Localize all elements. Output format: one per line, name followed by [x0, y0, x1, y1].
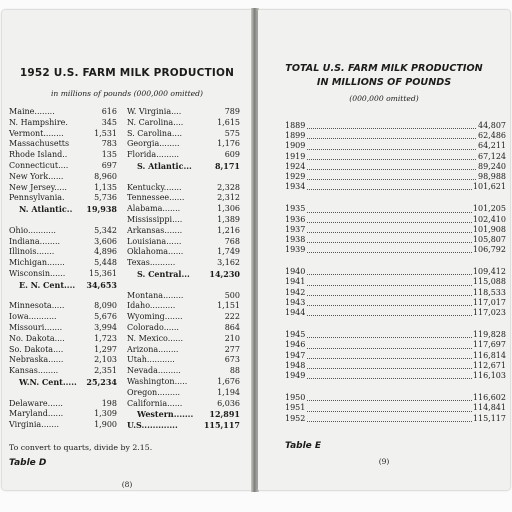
production-value: 14,230	[209, 268, 240, 279]
table-row	[9, 366, 117, 377]
production-value: 5,736	[94, 193, 117, 203]
table-row	[127, 377, 240, 388]
production-value: 2,312	[217, 193, 240, 203]
state-name: Mississippi....	[127, 214, 183, 224]
spacer-row	[9, 215, 117, 226]
year-label: 1934	[285, 182, 306, 192]
table-row	[285, 267, 506, 277]
table-row	[127, 118, 240, 129]
table-row	[127, 237, 240, 248]
state-name: Alabama.......	[127, 204, 181, 214]
production-value: 575	[224, 128, 240, 138]
table-row	[9, 172, 117, 183]
production-value: 116,602	[472, 393, 506, 403]
production-value: 25,234	[86, 376, 117, 387]
production-value: 1,615	[217, 117, 240, 127]
production-value: 135	[101, 150, 117, 160]
production-value: 115,117	[472, 413, 506, 423]
production-value: 1,306	[217, 204, 240, 214]
state-name: Louisiana......	[127, 236, 182, 246]
table-row	[127, 269, 240, 280]
table-row	[127, 183, 240, 194]
production-value: 345	[101, 117, 117, 127]
group-spacer	[285, 192, 506, 204]
table-row	[9, 345, 117, 356]
production-value: 1,389	[217, 214, 240, 224]
production-value: 8,090	[94, 301, 117, 311]
dot-leader	[285, 169, 506, 170]
table-row	[127, 388, 240, 399]
year-label: 1940	[285, 267, 306, 277]
table-row	[9, 161, 117, 172]
table-row	[9, 377, 117, 388]
production-value: 3,994	[94, 322, 117, 332]
table-row	[9, 312, 117, 323]
table-row	[285, 330, 506, 340]
state-name: Michigan.......	[9, 258, 65, 268]
right-page	[258, 10, 510, 490]
production-value: 12,891	[209, 409, 240, 420]
page-title	[258, 62, 510, 90]
production-value: 2,103	[94, 355, 117, 365]
production-value: 1,676	[217, 376, 240, 386]
spacer-row	[127, 280, 240, 291]
production-value: 44,807	[478, 121, 506, 130]
state-column-2	[127, 107, 240, 431]
table-row	[127, 129, 240, 140]
year-label: 1951	[285, 403, 306, 413]
production-value: 609	[224, 150, 240, 160]
state-name: New York......	[9, 171, 64, 181]
table-row	[9, 399, 117, 410]
production-value: 101,908	[472, 224, 506, 234]
table-row	[127, 226, 240, 237]
state-name: S. Central...	[137, 268, 190, 279]
table-row	[285, 245, 506, 255]
year-label: 1948	[285, 360, 306, 370]
table-row	[285, 414, 506, 424]
production-value: 5,448	[94, 258, 117, 268]
state-name: Kansas........	[9, 366, 59, 376]
year-label: 1939	[285, 245, 306, 255]
production-value: 1,297	[94, 344, 117, 354]
state-name: Arizona........	[127, 344, 179, 354]
production-value: 6,036	[217, 398, 240, 408]
table-row	[9, 301, 117, 312]
group-spacer	[285, 381, 506, 393]
production-value: 1,216	[217, 225, 240, 235]
production-value: 67,124	[478, 151, 506, 161]
production-value: 1,749	[217, 247, 240, 257]
production-value: 117,017	[472, 297, 506, 307]
production-value: 673	[224, 355, 240, 365]
production-value: 64,211	[478, 141, 506, 151]
left-page	[2, 10, 252, 490]
page-title: 1952 U.S. FARM MILK PRODUCTION	[19, 67, 235, 79]
production-value: 34,653	[86, 279, 117, 290]
year-label: 1944	[285, 308, 306, 317]
state-name: Virginia.......	[9, 420, 59, 430]
state-column-1	[9, 107, 117, 431]
yearly-production-list	[285, 121, 506, 424]
production-value: 19,938	[86, 204, 117, 215]
state-name: Indiana........	[9, 236, 61, 246]
table-row	[127, 334, 240, 345]
production-value: 2,351	[94, 366, 117, 376]
state-name: California......	[127, 398, 183, 408]
spacer-row	[9, 388, 117, 399]
table-row	[127, 312, 240, 323]
state-name: N. Carolina....	[127, 117, 184, 127]
state-name: Nebraska......	[9, 355, 64, 365]
state-name: Wyoming.......	[127, 312, 183, 322]
year-label: 1950	[285, 393, 306, 403]
state-name: Illinois.......	[9, 247, 55, 257]
title-line-1: TOTAL U.S. FARM MILK PRODUCTION	[285, 63, 483, 74]
table-row	[9, 226, 117, 237]
table-row	[127, 323, 240, 334]
table-row	[285, 351, 506, 361]
table-row	[127, 150, 240, 161]
table-row	[285, 215, 506, 225]
spacer-row	[127, 172, 240, 183]
production-value: 117,697	[472, 340, 506, 350]
state-name: Iowa...........	[9, 312, 57, 322]
production-value: 5,676	[94, 312, 117, 322]
production-value: 1,900	[94, 420, 117, 430]
state-name: So. Dakota....	[9, 344, 64, 354]
table-row	[127, 355, 240, 366]
state-name: N. Atlantic..	[19, 204, 73, 215]
table-row	[285, 235, 506, 245]
table-row	[127, 193, 240, 204]
state-name: S. Atlantic...	[137, 160, 192, 171]
table-row	[285, 308, 506, 318]
state-name: Rhode Island..	[9, 150, 68, 160]
production-value: 101,205	[472, 204, 506, 214]
table-row	[285, 204, 506, 214]
state-name: Vermont........	[9, 128, 64, 138]
year-label: 1943	[285, 297, 306, 307]
table-row	[285, 172, 506, 182]
state-name: Minnesota.....	[9, 301, 65, 311]
year-label: 1952	[285, 413, 306, 423]
state-name: New Jersey.....	[9, 182, 67, 192]
state-name: Texas..........	[127, 258, 176, 268]
state-name: Massachusetts	[9, 139, 70, 149]
production-value: 789	[224, 107, 240, 116]
state-name: E. N. Cent....	[19, 279, 76, 290]
production-value: 2,328	[217, 182, 240, 192]
year-label: 1947	[285, 350, 306, 360]
table-row	[285, 403, 506, 413]
year-label: 1924	[285, 161, 306, 171]
production-value: 8,960	[94, 171, 117, 181]
production-value: 112,671	[472, 360, 506, 370]
table-row	[127, 107, 240, 118]
state-name: Nevada.........	[127, 366, 181, 376]
production-value: 1,723	[94, 333, 117, 343]
year-label: 1946	[285, 340, 306, 350]
table-row	[9, 237, 117, 248]
year-label: 1936	[285, 214, 306, 224]
table-row	[285, 340, 506, 350]
production-value: 5,342	[94, 225, 117, 235]
production-value: 88	[229, 366, 240, 376]
table-row	[9, 183, 117, 194]
table-row	[9, 193, 117, 204]
year-label: 1938	[285, 234, 306, 244]
production-value: 115,117	[203, 420, 240, 431]
table-row	[9, 118, 117, 129]
state-name: Georgia........	[127, 139, 180, 149]
production-value: 4,896	[94, 247, 117, 257]
table-row	[9, 258, 117, 269]
dot-leader	[285, 159, 506, 160]
table-row	[9, 269, 117, 280]
table-row	[285, 131, 506, 141]
table-row	[285, 277, 506, 287]
production-value: 98,988	[478, 171, 506, 181]
spacer-row	[9, 291, 117, 302]
production-value: 109,412	[472, 267, 506, 277]
table-row	[127, 420, 240, 431]
table-row	[285, 141, 506, 151]
state-name: Ohio...........	[9, 225, 56, 235]
year-label: 1949	[285, 370, 306, 380]
state-name: W. Virginia....	[127, 107, 182, 116]
state-name: Connecticut....	[9, 160, 69, 170]
table-row	[127, 366, 240, 377]
table-row	[9, 280, 117, 291]
year-label: 1919	[285, 151, 306, 161]
page-number: (8)	[121, 480, 133, 489]
production-value: 3,162	[217, 258, 240, 268]
table-row	[9, 139, 117, 150]
state-name: Pennsylvania.	[9, 193, 65, 203]
table-row	[9, 420, 117, 431]
state-name: Florida.........	[127, 150, 180, 160]
production-value: 117,023	[472, 308, 506, 317]
table-row	[9, 107, 117, 118]
state-name: Maryland......	[9, 409, 64, 419]
year-label: 1935	[285, 204, 306, 214]
state-name: N. Hampshire.	[9, 117, 68, 127]
table-row	[285, 298, 506, 308]
table-row	[127, 301, 240, 312]
production-value: 1,309	[94, 409, 117, 419]
state-name: Utah...........	[127, 355, 175, 365]
page-subtitle: (000,000 omitted)	[349, 94, 419, 103]
production-value: 89,240	[478, 161, 506, 171]
group-spacer	[285, 318, 506, 330]
dot-leader	[285, 138, 506, 139]
group-spacer	[285, 255, 506, 267]
production-value: 1,176	[217, 139, 240, 149]
production-value: 277	[224, 344, 240, 354]
table-row	[127, 247, 240, 258]
production-value: 115,088	[472, 277, 506, 287]
production-value: 105,807	[472, 234, 506, 244]
table-row	[127, 161, 240, 172]
year-label: 1899	[285, 131, 306, 141]
production-value: 119,828	[472, 330, 506, 340]
table-row	[9, 204, 117, 215]
page-number: (9)	[378, 457, 390, 466]
table-row	[9, 129, 117, 140]
production-value: 1,135	[94, 182, 117, 192]
table-label: Table D	[9, 458, 47, 468]
year-label: 1909	[285, 141, 306, 151]
production-value: 616	[101, 107, 117, 116]
state-name: Maine........	[9, 107, 55, 116]
table-row	[285, 162, 506, 172]
table-row	[127, 345, 240, 356]
production-value: 116,814	[472, 350, 506, 360]
table-row	[9, 150, 117, 161]
state-name: Arkansas.......	[127, 225, 183, 235]
conversion-note: To convert to quarts, divide by 2.15.	[9, 443, 153, 452]
table-row	[285, 182, 506, 192]
state-name: Kentucky.......	[127, 182, 182, 192]
table-row	[127, 399, 240, 410]
state-name: N. Mexico......	[127, 333, 183, 343]
table-row	[127, 139, 240, 150]
table-row	[127, 409, 240, 420]
production-value: 1,151	[217, 301, 240, 311]
production-value: 101,621	[472, 182, 506, 192]
state-name: W.N. Cent.....	[19, 376, 77, 387]
production-value: 3,606	[94, 236, 117, 246]
production-value: 15,361	[89, 268, 117, 278]
state-name: Delaware......	[9, 398, 63, 408]
dot-leader	[285, 179, 506, 180]
state-name: Oregon.........	[127, 387, 181, 397]
state-name: U.S.............	[127, 420, 178, 431]
state-name: Idaho..........	[127, 301, 176, 311]
production-value: 62,486	[478, 131, 506, 141]
state-name: Tennessee......	[127, 193, 185, 203]
table-row	[285, 152, 506, 162]
production-value: 198	[101, 398, 117, 408]
year-label: 1929	[285, 171, 306, 181]
production-value: 500	[224, 290, 240, 300]
state-name: Missouri.......	[9, 322, 63, 332]
dot-leader	[285, 128, 506, 129]
production-value: 116,103	[472, 370, 506, 380]
state-name: Colorado......	[127, 322, 179, 332]
table-row	[285, 225, 506, 235]
table-row	[9, 334, 117, 345]
production-value: 114,841	[472, 403, 506, 413]
production-value: 222	[224, 312, 240, 322]
title-line-2: IN MILLIONS OF POUNDS	[316, 77, 452, 88]
state-name: Washington.....	[127, 376, 188, 386]
table-row	[9, 409, 117, 420]
page-subtitle: in millions of pounds (000,000 omitted)	[50, 89, 203, 98]
production-value: 783	[101, 139, 117, 149]
state-name: Wisconsin......	[9, 268, 66, 278]
year-label: 1945	[285, 330, 306, 340]
table-row	[285, 288, 506, 298]
dot-leader	[285, 149, 506, 150]
state-name: Western.......	[137, 409, 194, 420]
production-value: 1,194	[217, 387, 240, 397]
production-value: 8,171	[214, 160, 240, 171]
year-label: 1937	[285, 224, 306, 234]
state-name: No. Dakota....	[9, 333, 65, 343]
table-row	[9, 247, 117, 258]
table-row	[9, 323, 117, 334]
state-name: Montana........	[127, 290, 184, 300]
state-name: S. Carolina....	[127, 128, 183, 138]
table-row	[285, 371, 506, 381]
production-value: 768	[224, 236, 240, 246]
table-row	[127, 291, 240, 302]
production-value: 697	[101, 160, 117, 170]
production-value: 106,792	[472, 245, 506, 255]
production-value: 102,410	[472, 214, 506, 224]
year-label: 1889	[285, 121, 306, 130]
production-value: 210	[224, 333, 240, 343]
year-label: 1942	[285, 287, 306, 297]
year-label: 1941	[285, 277, 306, 287]
table-row	[9, 355, 117, 366]
table-row	[285, 393, 506, 403]
production-value: 1,531	[94, 128, 117, 138]
state-name: Oklahoma......	[127, 247, 184, 257]
table-row	[127, 258, 240, 269]
table-label: Table E	[285, 441, 322, 451]
table-row	[285, 361, 506, 371]
table-row	[127, 204, 240, 215]
production-value: 118,533	[472, 287, 506, 297]
production-value: 864	[224, 322, 240, 332]
table-row	[285, 121, 506, 131]
table-row	[127, 215, 240, 226]
